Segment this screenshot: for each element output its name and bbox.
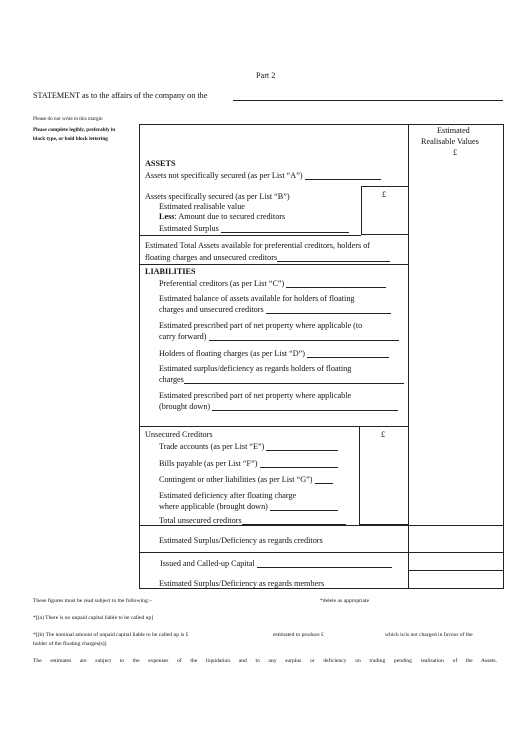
delete-note: *delete as appropriate bbox=[320, 598, 370, 604]
unsecured-box-top bbox=[139, 426, 409, 427]
margin-rule bbox=[139, 124, 140, 589]
margin-instruction-1: Please complete legibly, preferably in bbox=[33, 127, 116, 133]
total-unsecured: Total unsecured creditors bbox=[159, 515, 346, 525]
value-column-rule bbox=[408, 124, 409, 589]
top-border bbox=[139, 124, 504, 125]
surplus-members: Estimated Surplus/Deficiency as regards members bbox=[159, 579, 325, 588]
trade-accounts: Trade accounts (as per List “E”) bbox=[159, 441, 338, 451]
part-label: Part 2 bbox=[256, 71, 276, 80]
balance-available-2: charges and unsecured creditors bbox=[159, 304, 391, 314]
secured-box-top bbox=[361, 186, 408, 187]
bottom-border bbox=[139, 588, 504, 589]
called-up-capital: Issued and Called-up Capital bbox=[160, 558, 392, 568]
option-b-part1: *[(b) The nominal amount of unpaid capital liable to be called up is £ bbox=[33, 632, 189, 638]
option-b-line2: holder of the floating charges(s)] bbox=[33, 641, 107, 647]
option-b-part2: estimated to produce £ bbox=[273, 632, 324, 638]
prescribed-brought-2: (brought down) bbox=[159, 401, 398, 411]
surplus-floating-1: Estimated surplus/deficiency as regards holders of floating bbox=[159, 364, 352, 373]
less-amount-due: Less: Amount due to secured creditors bbox=[159, 212, 286, 221]
summary-divider bbox=[139, 525, 504, 526]
capital-divider bbox=[408, 570, 504, 571]
unsecured-heading: Unsecured Creditors bbox=[145, 430, 213, 439]
option-a: *[(a) There is no unpaid capital liable to be called up] bbox=[33, 615, 154, 621]
secured-box-left bbox=[361, 186, 362, 235]
liabilities-divider bbox=[139, 264, 409, 265]
preferential-creditors: Preferential creditors (as per List “C”) bbox=[159, 278, 386, 288]
subject-note: These figures must be read subject to the following:– bbox=[33, 598, 152, 604]
assets-not-secured: Assets not specifically secured (as per List “A”) bbox=[145, 170, 381, 180]
column-currency: £ bbox=[453, 148, 458, 157]
creditors-divider bbox=[139, 552, 504, 553]
total-assets-2: floating charges and unsecured creditors bbox=[145, 252, 390, 262]
column-header-2: Realisable Values bbox=[421, 137, 479, 146]
liabilities-heading: LIABILITIES bbox=[145, 267, 196, 276]
assets-divider bbox=[139, 235, 361, 236]
margin-note: Please do not write in this margin bbox=[33, 116, 103, 122]
margin-instruction-2: black type, or bold block lettering bbox=[33, 136, 108, 142]
balance-available-1: Estimated balance of assets available for holders of floating bbox=[159, 294, 355, 303]
estimated-surplus: Estimated Surplus bbox=[159, 223, 349, 233]
prescribed-part-2: carry forward) bbox=[159, 331, 399, 341]
statement-title: STATEMENT as to the affairs of the company on the bbox=[33, 91, 208, 100]
assets-heading: ASSETS bbox=[145, 159, 176, 168]
assets-secured: Assets specifically secured (as per List “B”) bbox=[145, 192, 290, 201]
prescribed-part-1: Estimated prescribed part of net property where applicable (to bbox=[159, 321, 363, 330]
secured-box-bottom bbox=[361, 234, 408, 235]
statement-date-field[interactable] bbox=[233, 100, 503, 101]
unsecured-box-left bbox=[359, 426, 360, 525]
total-assets-1: Estimated Total Assets available for preferential creditors, holders of bbox=[145, 241, 371, 250]
unsecured-currency: £ bbox=[381, 430, 386, 439]
secured-currency: £ bbox=[382, 190, 387, 199]
right-border bbox=[503, 124, 504, 589]
realisable-value: Estimated realisable value bbox=[159, 202, 245, 211]
surplus-floating-2: charges bbox=[159, 374, 404, 384]
estimates-note: The estimates are subject to the expenses of the liquidation and to any surplus or deficiency on trading pending realisation of the Assets. bbox=[33, 658, 497, 664]
bills-payable: Bills payable (as per List “F”) bbox=[159, 458, 338, 468]
prescribed-brought-1: Estimated prescribed part of net property where applicable bbox=[159, 391, 352, 400]
contingent-liabilities: Contingent or other liabilities (as per List “G”) bbox=[159, 474, 333, 484]
deficiency-1: Estimated deficiency after floating charge bbox=[159, 491, 297, 500]
deficiency-2: where applicable (brought down) bbox=[159, 501, 338, 511]
column-header-1: Estimated bbox=[437, 126, 470, 135]
floating-charges: Holders of floating charges (as per List “D”) bbox=[159, 348, 389, 358]
option-b-part3: which is/is not charged in favour of the bbox=[385, 632, 473, 638]
surplus-creditors: Estimated Surplus/Deficiency as regards creditors bbox=[159, 536, 323, 545]
